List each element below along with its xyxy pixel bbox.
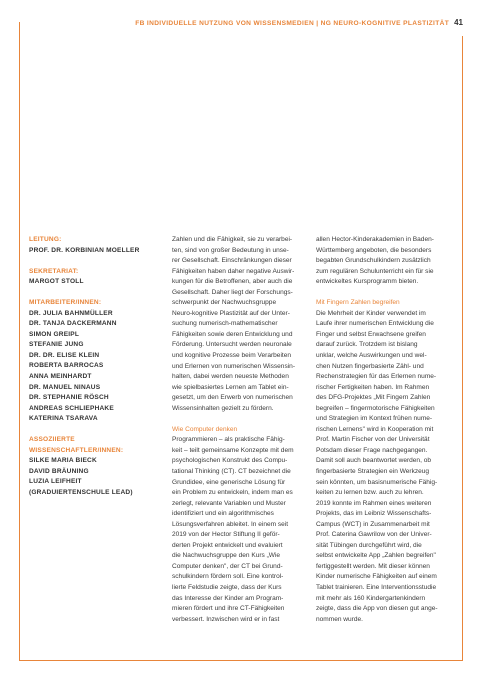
text-line: Württemberg angeboten, die besonders [316,246,432,254]
text-line: rischer Fertigkeiten haben. Im Rahmen [316,383,430,391]
text-line: und kognitive Prozesse beim Verarbeiten [172,352,292,360]
text-line: mit mehr als 160 Kindergartenkindern [316,594,426,602]
text-line: und Strategien im Kontext frühen nume- [316,415,433,423]
text-line: kungen für die Betroffenen, aber auch die [172,278,293,286]
staff-member: SIMON GREIPL [29,330,80,338]
text-line: chen Nutzen fingerbasierte Zähl- und [316,362,424,370]
body-column-3 [316,235,453,625]
staff-member: ANNA MEINHARDT [29,373,92,381]
text-line: Finger und selbst Erwachsene greifen [316,330,426,338]
frame-bottom-rule [19,660,463,661]
text-line: fertiggestellt werden. Mit dieser können [316,562,430,570]
text-line: begabten Grundschulkindern zusätzlich [316,257,431,265]
text-line: entwickeltes Kursprogramm bieten. [316,278,419,286]
assoziierte-label-line1: ASSOZIIERTE [29,436,75,444]
text-line: darauf zurück. Trotzdem ist bislang [316,341,418,349]
text-line: Programmieren – als praktische Fähig- [172,436,285,444]
text-line: Förderung. Untersucht werden neuronale [172,341,292,349]
associate-member: DAVID BRÄUNING [29,467,89,475]
header-section-title: FB INDIVIDUELLE NUTZUNG VON WISSENSMEDIEN | NG NEURO-KOGNITIVE PLASTIZITÄT [135,20,450,27]
text-line: Fähigkeiten sowie deren Entwicklung und [172,330,293,338]
staff-member: DR. JULIA BAHNMÜLLER [29,309,113,317]
continued-paragraph [316,235,453,288]
text-line: Prof. Martin Fischer von der Universität [316,436,430,444]
staff-member: KATERINA TSARAVA [29,415,98,423]
text-line: ein Problem zu entwickeln, indem man es [172,489,293,497]
page-number: 41 [454,18,463,27]
section-heading-computer: Wie Computer denken [172,425,238,433]
assoziierte-list [29,456,161,498]
text-line: nommen wurde. [316,615,363,623]
text-line: unklar, welche Auswirkungen und wel- [316,351,427,359]
text-line: Wissensinhalten gezielt zu fördern. [172,404,274,412]
text-line: gesetzt, um den Erwerb von numerischen [172,394,293,402]
section-heading-fingern: Mit Fingern Zahlen begreifen [316,299,400,307]
text-line: Kinder numerische Fähigkeiten auf einem [316,573,437,581]
staff-member: DR. MANUEL NINAUS [29,383,101,391]
mitarbeiter-label: MITARBEITER/INNEN: [29,299,102,307]
text-line: Zahlen und die Fähigkeit, sie zu verarbei- [172,236,293,243]
text-line: derten Projekt entwickelt und evaluiert [172,541,283,549]
text-line: schwerpunkt der Nachwuchsgruppe [172,299,277,307]
text-line: rischen Lernens" wird in Kooperation mit [316,425,434,433]
text-line: Lösungsverfahren ableitet. In einem seit [172,520,289,528]
text-line: allen Hector-Kinderakademien in Baden- [316,236,434,243]
text-line: mieren fördert und ihre CT-Fähigkeiten [172,605,285,613]
staff-member: DR. DR. ELISE KLEIN [29,351,100,359]
assoziierte-label-line2: WISSENSCHAFTLER/INNEN: [29,446,124,454]
text-line: zerlegt, relevante Variablen und Muster [172,499,286,507]
staff-member: DR. TANJA DACKERMANN [29,320,117,328]
text-line: Damit soll auch beantwortet werden, ob [316,457,431,465]
computer-paragraph [172,435,300,625]
text-line: identifiziert und ein algorithmisches [172,510,274,518]
text-line: Prof. Caterina Gawrilow von der Univer- [316,531,432,539]
text-line: fingerbasierte Strategien ein Werkzeug [316,467,430,475]
text-line: suchung numerisch-mathematischer [172,320,278,328]
text-line: die Nachwuchsgruppe den Kurs „Wie [172,552,281,560]
sekretariat-name: MARGOT STOLL [29,278,84,286]
text-line: sein könnten, um basisnumerische Fähig- [316,478,438,486]
leitung-name: PROF. DR. KORBINIAN MOELLER [29,246,140,254]
text-line: Die Mehrheit der Kinder verwendet im [316,309,426,317]
text-line: und Erlernen von numerischen Wissensin- [172,362,295,370]
associate-member: (GRADUIERTENSCHULE LEAD) [29,488,133,496]
text-line: 2019 konnte im Rahmen eines weiteren [316,499,432,507]
staff-member: ANDREAS SCHLIEPHAKE [29,404,114,412]
text-line: des DFG-Projektes „Mit Fingern Zahlen [316,394,431,402]
text-line: Potsdam dieser Frage nachgegangen. [316,446,428,454]
text-line: begreifen – fingermotorische Fähigkeiten [316,404,435,412]
fingern-paragraph [316,309,453,625]
running-header [20,18,463,27]
text-line: schulkindern fördern soll. Eine kontrol- [172,573,284,581]
text-line: keit – teilt gemeinsame Konzepte mit dem [172,446,294,454]
text-line: Tablet trainieren. Eine Interventionsstudie [316,584,437,591]
sekretariat-label: SEKRETARIAT: [29,267,79,275]
text-line: Rechenstrategien für das Erlernen nume- [316,373,437,381]
associate-member: SILKE MARIA BIECK [29,457,97,465]
frame-left-rule [19,22,20,661]
mitarbeiter-list [29,309,161,425]
text-line: Grundidee, eine generische Lösung für [172,478,286,486]
staff-column [29,235,161,499]
text-line: Projekts, das im Leibniz Wissenschafts- [316,510,432,518]
staff-member: DR. STEPHANIE RÖSCH [29,394,109,402]
text-line: selbst entwickelte App „Zahlen begreifen" [316,552,436,560]
text-line: Campus (WCT) in Zusammenarbeit mit [316,520,430,528]
text-line: sität Tübingen durchgeführt wird, die [316,541,422,549]
text-line: Gesellschaft. Daher liegt der Forschungs- [172,288,293,296]
leitung-label: LEITUNG: [29,236,62,243]
text-line: halten, dabei werden neueste Methoden [172,373,289,381]
text-line: Neuro-kognitive Plastizität auf der Unter- [172,309,290,317]
text-line: Computer denken", der CT bei Grund- [172,562,283,570]
text-line: wie spielbasiertes Lernen am Tablet ein- [172,383,289,391]
text-line: Fähigkeiten haben daher negative Auswir- [172,267,295,275]
text-line: lierte Feldstudie zeigte, dass der Kurs [172,584,282,591]
frame-right-rule [462,36,463,661]
text-line: rer Gesellschaft. Einschränkungen dieser [172,257,292,265]
text-line: psychologischen Konstrukt des Compu- [172,457,288,465]
text-line: zeigte, dass die App von diesen gut ange- [316,605,438,613]
staff-member: STEFANIE JUNG [29,341,84,349]
staff-member: ROBERTA BARROCAS [29,362,104,370]
text-line: Laufe ihrer numerischen Entwicklung die [316,320,434,328]
text-line: zum regulären Schulunterricht ein für sie [316,267,434,275]
body-column-2 [172,235,300,625]
intro-paragraph [172,235,300,414]
text-line: 2019 von der Hector Stiftung II geför- [172,531,280,539]
text-line: keiten zu lernen bzw. auch zu lehren. [316,489,424,497]
text-line: das Interesse der Kinder am Program- [172,594,284,602]
text-line: tational Thinking (CT). CT bezeichnet die [172,467,291,475]
associate-member: LUZIA LEIFHEIT [29,478,82,486]
text-line: verbessert. Inzwischen wird er in fast [172,615,280,623]
text-line: ten, sind von großer Bedeutung in unse- [172,246,289,254]
